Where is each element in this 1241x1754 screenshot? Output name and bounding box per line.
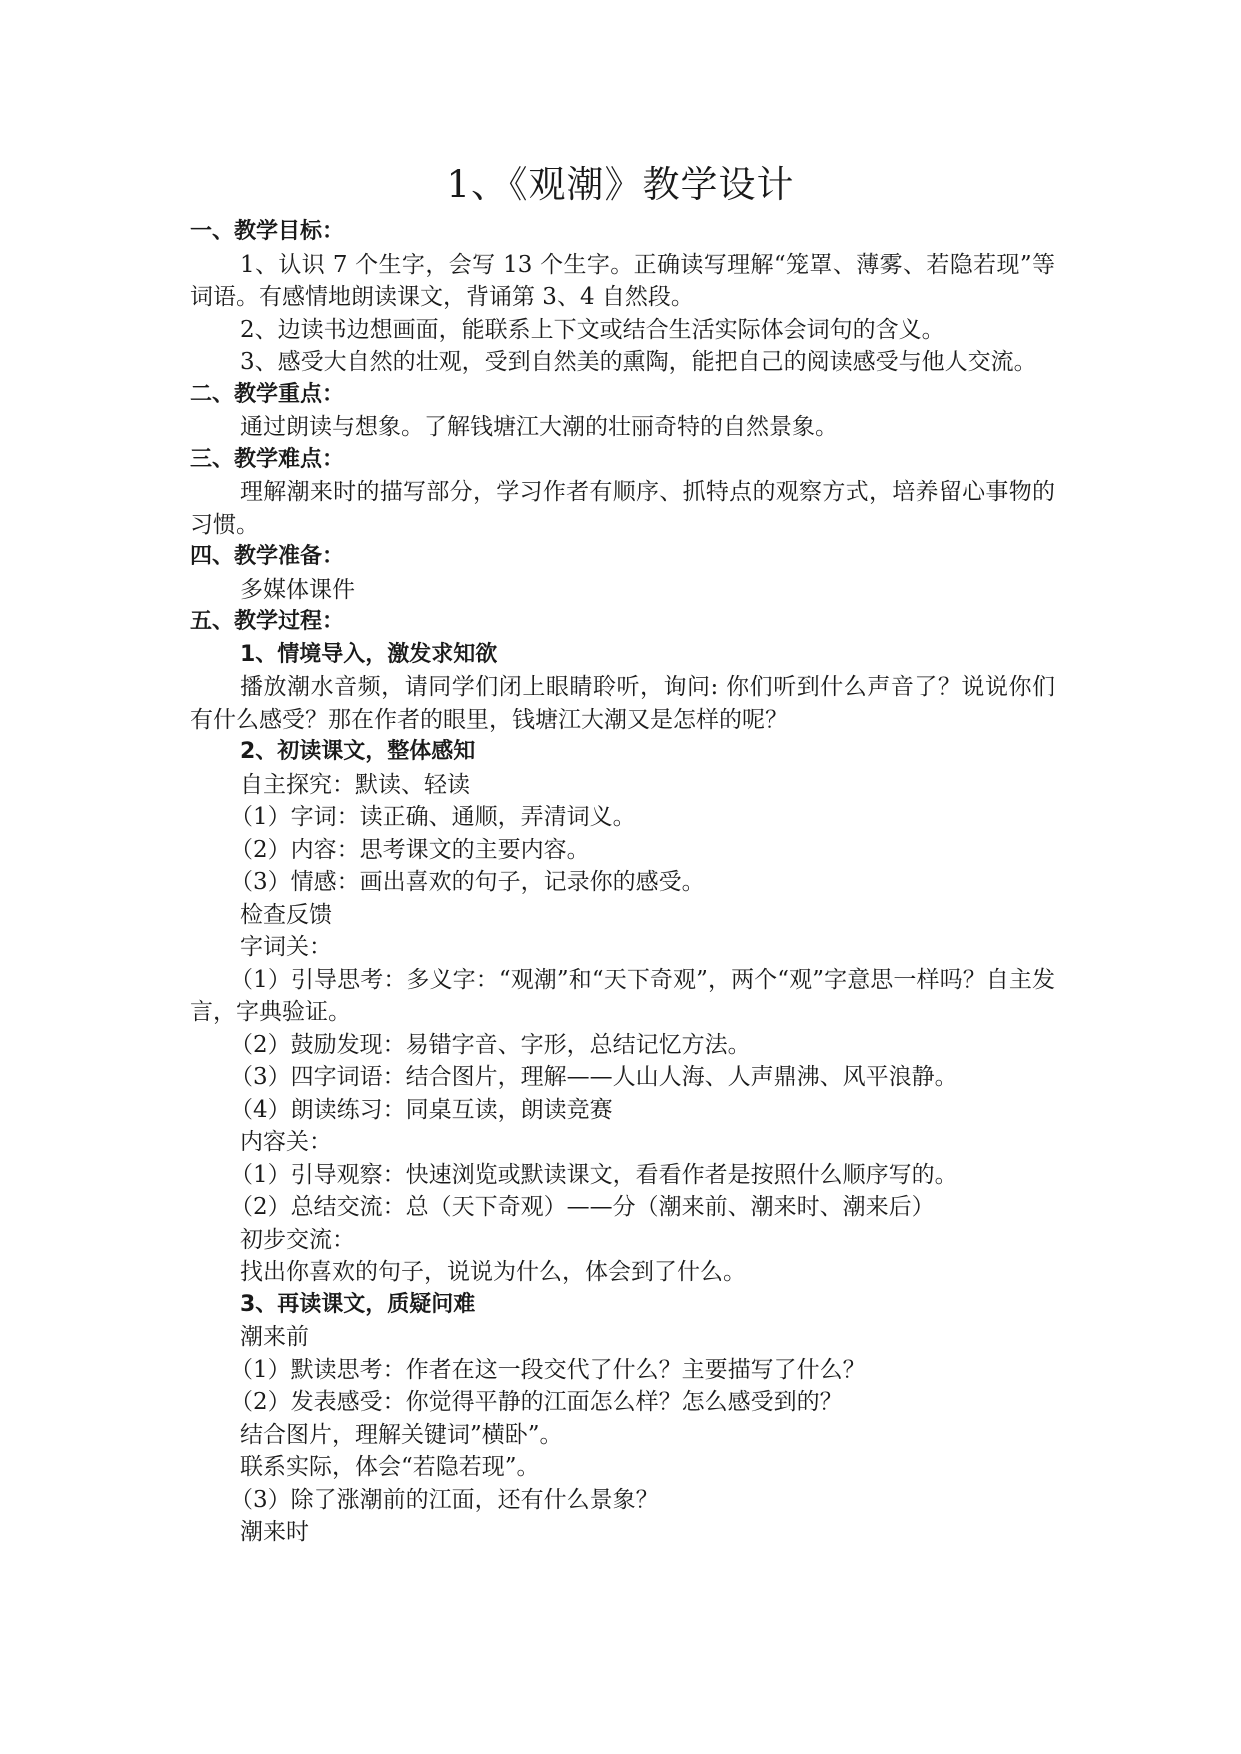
list-item: （3）四字词语：结合图片，理解——人山人海、人声鼎沸、风平浪静。 (230, 1064, 958, 1090)
list-item: （3）除了涨潮前的江面，还有什么景象？ (230, 1486, 659, 1513)
list-item: 自主探究：默读、轻读 (240, 771, 470, 798)
section-heading-objectives: 一、教学目标： (190, 219, 345, 244)
list-item: （2）内容：思考课文的主要内容。 (230, 836, 590, 863)
section-heading-key-points: 二、教学重点： (190, 381, 345, 407)
list-item: 内容关： (240, 1129, 332, 1155)
section-heading-preparation: 四、教学准备： (190, 544, 345, 569)
list-item: 潮来时 (240, 1519, 309, 1545)
list-item: （2）发表感受：你觉得平静的江面怎么样？怎么感受到的？ (230, 1389, 843, 1415)
step-heading: 1、情境导入，激发求知欲 (240, 641, 498, 667)
page-title: 1、《观潮》教学设计 (446, 163, 795, 206)
list-item: （4）朗读练习：同桌互读，朗读竞赛 (230, 1096, 613, 1123)
list-item: （1）字词：读正确、通顺，弄清词义。 (230, 804, 636, 830)
paragraph: 1、认识 7 个生字，会写 13 个生字。正确读写理解“笼罩、薄雾、若隐若现”等词语。有感情地朗读课文，背诵第 3、4 自然段。 (190, 251, 1055, 310)
section-heading-process: 五、教学过程： (190, 609, 345, 634)
list-item: （1）引导思考：多义字：“观潮”和“天下奇观”，两个“观”字意思一样吗？自主发言，字典验证。 (190, 966, 1055, 1025)
list-item: （2）总结交流：总（天下奇观）——分（潮来前、潮来时、潮来后） (230, 1194, 935, 1220)
list-item: 初步交流： (240, 1226, 355, 1253)
section-heading-difficulties: 三、教学难点： (190, 446, 345, 472)
paragraph: 2、边读书边想画面，能联系上下文或结合生活实际体会词句的含义。 (240, 316, 945, 343)
list-item: 检查反馈 (240, 901, 332, 928)
list-item: （2）鼓励发现：易错字音、字形，总结记忆方法。 (230, 1031, 751, 1058)
step-heading: 3、再读课文，质疑问难 (240, 1291, 476, 1317)
step-heading: 2、初读课文，整体感知 (240, 739, 476, 764)
list-item: 字词关： (240, 934, 332, 960)
paragraph: 通过朗读与想象。了解钱塘江大潮的壮丽奇特的自然景象。 (240, 414, 838, 440)
paragraph: 播放潮水音频，请同学们闭上眼睛聆听，询问: 你们听到什么声音了？说说你们有什么感受？那在作者的眼里，钱塘江大潮又是怎样的呢？ (190, 674, 1055, 733)
list-item: 找出你喜欢的句子，说说为什么，体会到了什么。 (240, 1259, 746, 1285)
paragraph: 多媒体课件 (240, 576, 355, 603)
list-item: （3）情感：画出喜欢的句子，记录你的感受。 (230, 869, 705, 895)
list-item: 潮来前 (240, 1324, 309, 1350)
document-body (190, 216, 1055, 1549)
list-item: （1）默读思考：作者在这一段交代了什么？主要描写了什么？ (230, 1356, 866, 1383)
list-item: 结合图片，理解关键词”横卧”。 (240, 1421, 563, 1448)
list-item: 联系实际，体会“若隐若现”。 (240, 1454, 540, 1480)
list-item: （1）引导观察：快速浏览或默读课文，看看作者是按照什么顺序写的。 (230, 1161, 958, 1188)
paragraph: 3、感受大自然的壮观，受到自然美的熏陶，能把自己的阅读感受与他人交流。 (240, 349, 1037, 375)
paragraph: 理解潮来时的描写部分，学习作者有顺序、抓特点的观察方式，培养留心事物的习惯。 (190, 479, 1055, 538)
